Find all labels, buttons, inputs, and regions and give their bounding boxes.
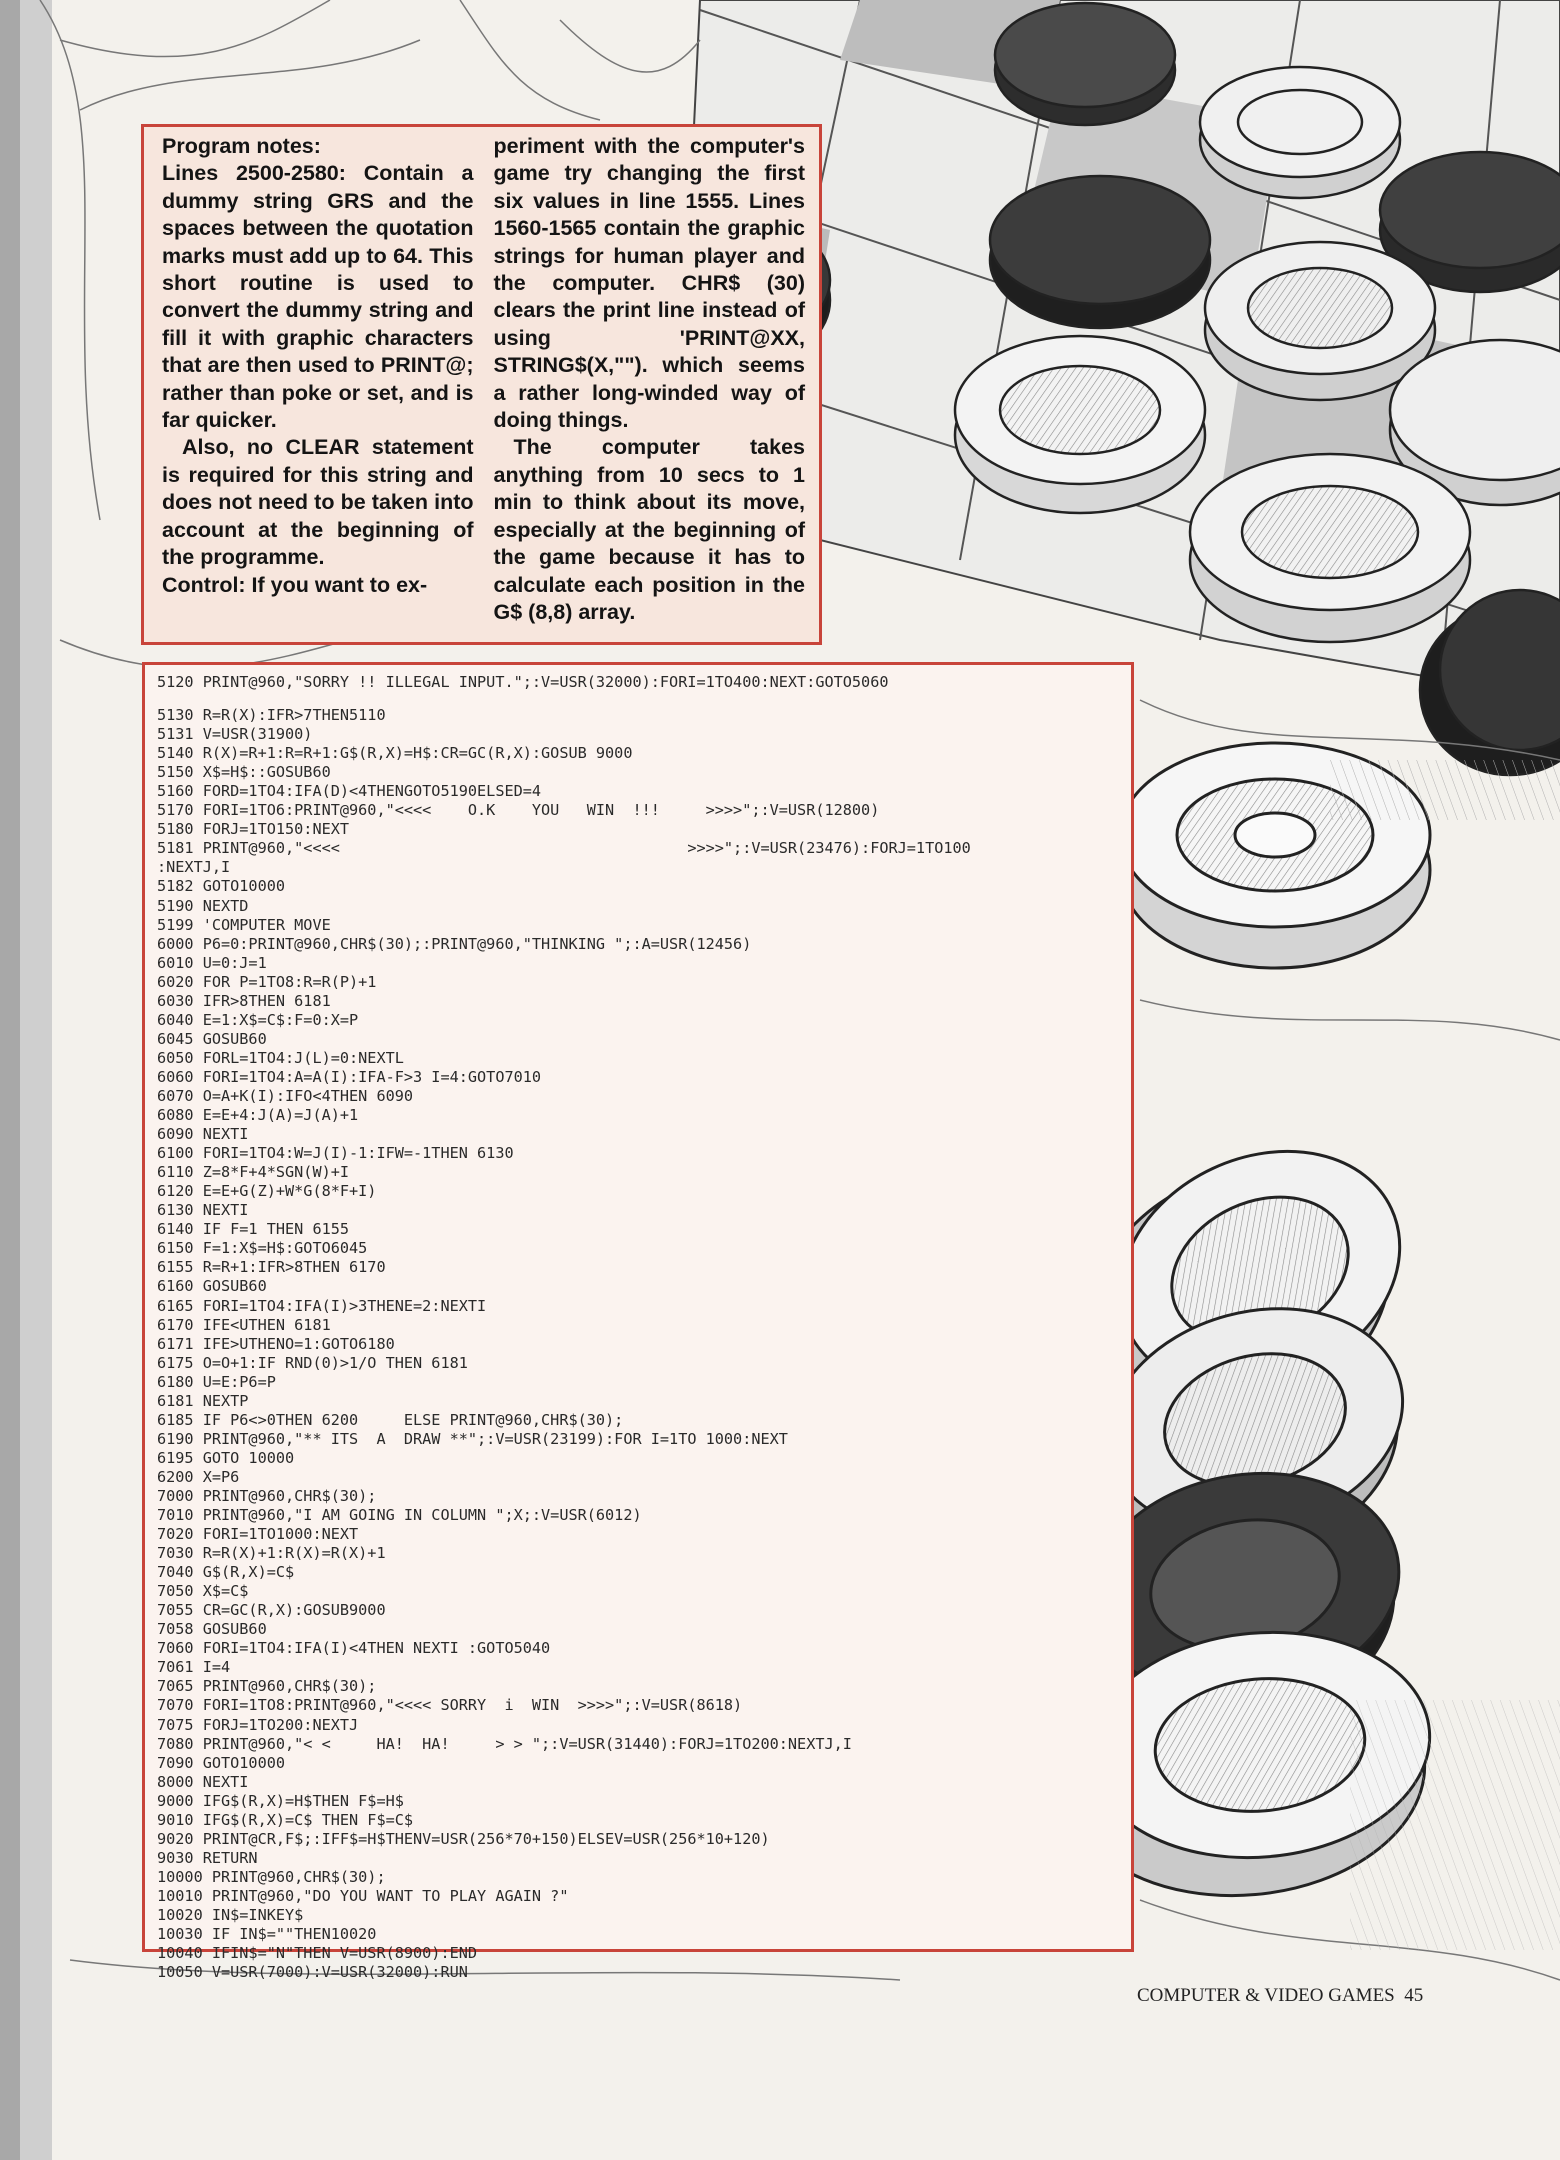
program-notes-box [141, 124, 822, 645]
listing-line: 9020 PRINT@CR,F$;:IFF$=H$THENV=USR(256*70+150)ELSEV=USR(256*10+120) [157, 1829, 770, 1848]
listing-line: 9030 RETURN [157, 1848, 258, 1867]
listing-line: 5199 'COMPUTER MOVE [157, 915, 331, 934]
notes-paragraph: Also, no CLEAR statement is required for this string and does not need to be taken into account at the beginning of the programme. [162, 435, 474, 570]
listing-line: 6080 E=E+4:J(A)=J(A)+1 [157, 1106, 359, 1125]
listing-line: 6200 X=P6 [157, 1467, 240, 1486]
listing-line: 10050 V=USR(7000):V=USR(32000):RUN [157, 1963, 468, 1982]
program-notes-column-1 [162, 133, 474, 636]
listing-line: 5170 FORI=1TO6:PRINT@960,"<<<< O.K YOU WIN !!! >>>>";:V=USR(12800) [157, 801, 880, 820]
listing-line: 6140 IF F=1 THEN 6155 [157, 1220, 350, 1239]
notes-paragraph: The computer takes anything from 10 secs to 1 min to think about its move, especially at the beginning of the game because it has to calculate each position in the G$ (8,8) array. [493, 435, 805, 624]
listing-line: 6050 FORL=1TO4:J(L)=0:NEXTL [157, 1048, 404, 1067]
program-notes-column-2 [494, 133, 806, 636]
listing-line: 6171 IFE>UTHENO=1:GOTO6180 [157, 1334, 395, 1353]
listing-line: 5180 FORJ=1TO150:NEXT [157, 820, 350, 839]
listing-line: 5120 PRINT@960,"SORRY !! ILLEGAL INPUT.";:V=USR(32000):FORI=1TO400:NEXT:GOTO5060 [157, 673, 889, 691]
listing-line: 6010 U=0:J=1 [157, 953, 267, 972]
page-footer [1137, 1985, 1423, 2007]
listing-line: 5190 NEXTD [157, 896, 249, 915]
notes-paragraph: Lines 2500-2580: Contain a dummy string GRS and the spaces between the quotation marks must add up to 64. This short routine is used to convert the dummy string and fill it with graphic characters that are then used to PRINT@; rather than poke or set, and is far quicker. [162, 161, 474, 433]
listing-line: 9000 IFG$(R,X)=H$THEN F$=H$ [157, 1791, 404, 1810]
listing-line: 10000 PRINT@960,CHR$(30); [157, 1867, 386, 1886]
listing-line: 6130 NEXTI [157, 1201, 249, 1220]
listing-line: 10020 IN$=INKEY$ [157, 1906, 304, 1924]
listing-line: 6120 E=E+G(Z)+W*G(8*F+I) [157, 1182, 377, 1201]
listing-line: 6040 E=1:X$=C$:F=0:X=P [157, 1010, 359, 1029]
listing-line: 6045 GOSUB60 [157, 1029, 267, 1048]
listing-line: 7040 G$(R,X)=C$ [157, 1563, 295, 1582]
notes-paragraph: periment with the computer's game try changing the first six values in line 1555. Lines 1560-1565 contain the graphic strings for human player and the computer. CHR$ (30) clears the print line instead of using 'PRINT@XX, STRING$(X,""). which seems a rather long-winded way of doing things. [493, 134, 805, 433]
listing-line: 6100 FORI=1TO4:W=J(I)-1:IFW=-1THEN 6130 [157, 1144, 514, 1163]
listing-line: 7070 FORI=1TO8:PRINT@960,"<<<< SORRY i WIN >>>>";:V=USR(8618) [157, 1696, 743, 1715]
listing-line: 7090 GOTO10000 [157, 1753, 286, 1772]
listing-line: 10010 PRINT@960,"DO YOU WANT TO PLAY AGAIN ?" [157, 1886, 569, 1905]
listing-line: 6090 NEXTI [157, 1125, 249, 1144]
listing-line: 6070 O=A+K(I):IFO<4THEN 6090 [157, 1086, 414, 1105]
listing-line: :NEXTJ,I [157, 858, 231, 877]
listing-line: 10030 IF IN$=""THEN10020 [157, 1925, 377, 1944]
listing-line: 6030 IFR>8THEN 6181 [157, 991, 331, 1010]
listing-line: 6181 NEXTP [157, 1391, 249, 1410]
listing-line: 6185 IF P6<>0THEN 6200 ELSE PRINT@960,CHR$(30); [157, 1410, 624, 1429]
listing-line: 5160 FORD=1TO4:IFA(D)<4THENGOTO5190ELSED=4 [157, 782, 542, 801]
listing-line: 8000 NEXTI [157, 1772, 249, 1791]
listing-line: 6150 F=1:X$=H$:GOTO6045 [157, 1239, 368, 1258]
listing-line: 7055 CR=GC(R,X):GOSUB9000 [157, 1601, 386, 1620]
listing-line: 7061 I=4 [157, 1658, 231, 1677]
listing-line: 5182 GOTO10000 [157, 877, 286, 896]
listing-line: 6180 U=E:P6=P [157, 1372, 276, 1391]
listing-line: 6000 P6=0:PRINT@960,CHR$(30);:PRINT@960,"THINKING ";:A=USR(12456) [157, 934, 752, 953]
listing-line: 6155 R=R+1:IFR>8THEN 6170 [157, 1258, 386, 1277]
listing-line: 6020 FOR P=1TO8:R=R(P)+1 [157, 972, 377, 991]
listing-line: 10040 IFIN$="N"THEN V=USR(8900):END [157, 1944, 478, 1963]
listing-line: 7060 FORI=1TO4:IFA(I)<4THEN NEXTI :GOTO5040 [157, 1639, 551, 1658]
notes-paragraph: Control: If you want to ex- [162, 572, 428, 597]
listing-line: 7058 GOSUB60 [157, 1620, 267, 1639]
listing-line: 7065 PRINT@960,CHR$(30); [157, 1677, 377, 1696]
listing-line: 6110 Z=8*F+4*SGN(W)+I [157, 1163, 350, 1182]
program-listing-box [142, 662, 1134, 1982]
listing-line: 6195 GOTO 10000 [157, 1448, 295, 1467]
listing-line: 7075 FORJ=1TO200:NEXTJ [157, 1715, 359, 1734]
listing-line: 5130 R=R(X):IFR>7THEN5110 [157, 706, 386, 725]
listing-line: 5131 V=USR(31900) [157, 725, 313, 744]
listing-line: 7050 X$=C$ [157, 1582, 249, 1601]
listing-line: 5140 R(X)=R+1:R=R+1:G$(R,X)=H$:CR=GC(R,X):GOSUB 9000 [157, 744, 633, 763]
page-number: 45 [1404, 1985, 1424, 2006]
listing-line: 5181 PRINT@960,"<<<< >>>>";:V=USR(23476):FORJ=1TO100 [157, 839, 971, 858]
listing-line: 7010 PRINT@960,"I AM GOING IN COLUMN ";X;:V=USR(6012) [157, 1506, 642, 1525]
listing-line: 6160 GOSUB60 [157, 1277, 267, 1296]
listing-line: 9010 IFG$(R,X)=C$ THEN F$=C$ [157, 1810, 414, 1829]
notes-heading: Program notes: [162, 134, 321, 158]
listing-line: 7000 PRINT@960,CHR$(30); [157, 1486, 377, 1505]
listing-line: 5150 X$=H$::GOSUB60 [157, 763, 331, 782]
listing-line: 6165 FORI=1TO4:IFA(I)>3THENE=2:NEXTI [157, 1296, 487, 1315]
listing-line: 6170 IFE<UTHEN 6181 [157, 1315, 331, 1334]
listing-line: 6190 PRINT@960,"** ITS A DRAW **";:V=USR(23199):FOR I=1TO 1000:NEXT [157, 1429, 788, 1448]
magazine-name: COMPUTER & VIDEO GAMES [1137, 1985, 1395, 2006]
listing-line: 7030 R=R(X)+1:R(X)=R(X)+1 [157, 1544, 386, 1563]
listing-line: 7020 FORI=1TO1000:NEXT [157, 1525, 359, 1544]
listing-line: 6060 FORI=1TO4:A=A(I):IFA-F>3 I=4:GOTO7010 [157, 1067, 542, 1086]
listing-line: 6175 O=O+1:IF RND(0)>1/O THEN 6181 [157, 1353, 468, 1372]
listing-line: 7080 PRINT@960,"< < HA! HA! > > ";:V=USR(31440):FORJ=1TO200:NEXTJ,I [157, 1734, 852, 1753]
